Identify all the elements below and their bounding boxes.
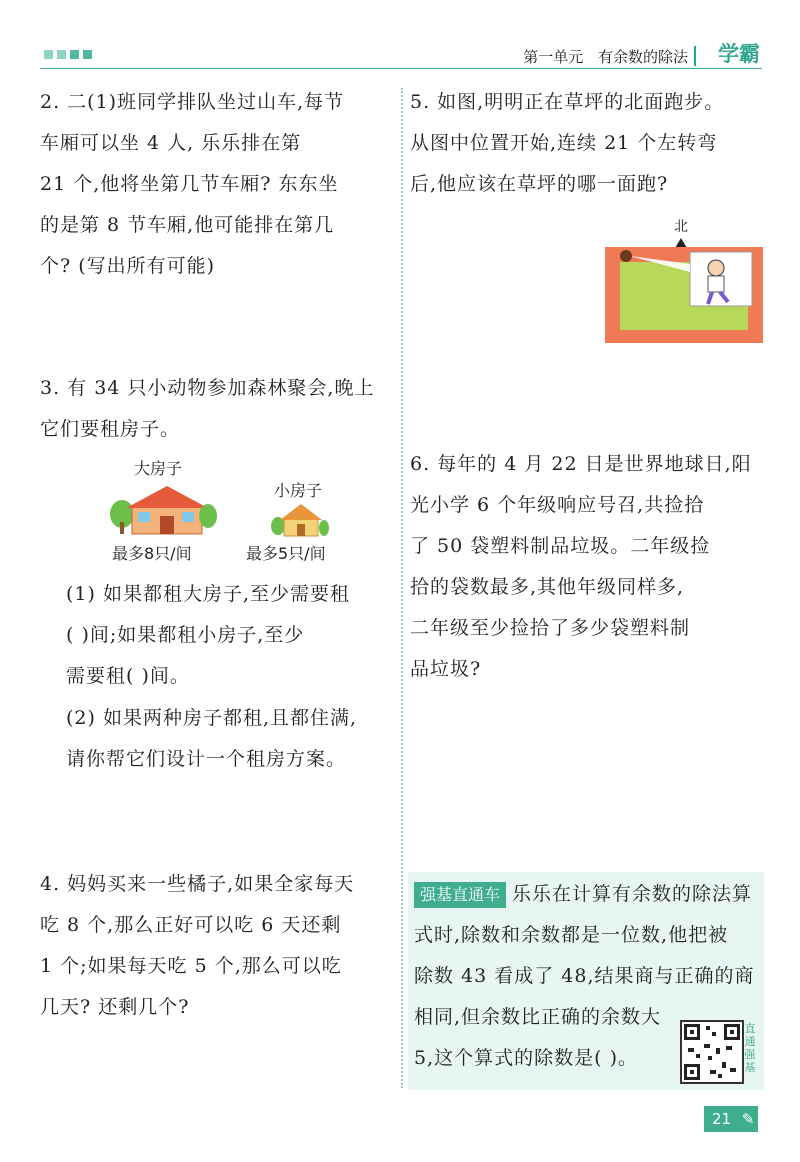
big-house-illustration (108, 484, 218, 536)
question-3-part-2 (66, 698, 357, 780)
q2-line: 的是第 8 节车厢,他可能排在第几 (40, 214, 335, 236)
qianji-line: 相同,但余数比正确的余数大 (414, 1006, 662, 1028)
q6-line: 拾的袋数最多,其他年级同样多, (410, 576, 685, 598)
q4-line: 几天? 还剩几个? (40, 996, 190, 1018)
header-separator (694, 46, 696, 66)
lawn-figure (604, 246, 764, 344)
question-2 (40, 82, 344, 287)
north-indicator (674, 216, 688, 248)
q3-part2-line: 请你帮它们设计一个租房方案。 (66, 748, 347, 770)
q6-line: 了 50 袋塑料制品垃圾。二年级捡 (410, 535, 711, 557)
question-3 (40, 368, 374, 450)
small-house-illustration (270, 502, 330, 538)
small-house-label: 小房子 (274, 481, 323, 500)
q3-line: 它们要租房子。 (40, 418, 181, 440)
q2-line: 2. 二(1)班同学排队坐过山车,每节 (40, 91, 345, 113)
q6-line: 品垃圾? (410, 658, 482, 680)
qianji-tag: 强基直通车 (414, 882, 506, 908)
q5-line: 后,他应该在草坪的哪一面跑? (410, 173, 669, 195)
q6-line: 光小学 6 个年级响应号召,共捡拾 (410, 494, 705, 516)
q2-line: 车厢可以坐 4 人, 乐乐排在第 (40, 132, 302, 154)
big-house-label: 大房子 (134, 459, 183, 478)
qr-side-label: 直通强基 (744, 1022, 756, 1074)
qianji-line: 5,这个算式的除数是( )。 (414, 1047, 638, 1069)
q2-line: 21 个,他将坐第几节车厢? 东东坐 (40, 173, 339, 195)
q2-line: 个? (写出所有可能) (40, 255, 216, 277)
header-decoration (44, 50, 92, 59)
question-6 (410, 444, 752, 690)
question-4 (40, 864, 354, 1028)
q4-line: 1 个;如果每天吃 5 个,那么可以吃 (40, 955, 342, 977)
section-label: 有余数的除法 (597, 48, 688, 66)
qianji-line: 除数 43 看成了 48,结果商与正确的商 (414, 965, 755, 987)
q5-line: 5. 如图,明明正在草坪的北面跑步。 (410, 91, 725, 113)
qianji-line: 乐乐在计算有余数的除法算 (512, 883, 753, 905)
page-number (704, 1106, 758, 1132)
pencil-icon: ✎ (741, 1110, 755, 1128)
page-number-text: 21 (712, 1110, 732, 1128)
header-title (513, 46, 688, 67)
q6-line: 6. 每年的 4 月 22 日是世界地球日,阳 (410, 453, 752, 475)
unit-label: 第一单元 (523, 48, 584, 66)
qianji-line: 式时,除数和余数都是一位数,他把被 (414, 924, 729, 946)
q5-line: 从图中位置开始,连续 21 个左转弯 (410, 132, 718, 154)
q3-part2-line: (2) 如果两种房子都租,且都住满, (66, 707, 358, 729)
small-house-capacity: 最多5只/间 (246, 544, 326, 563)
q3-line: 3. 有 34 只小动物参加森林聚会,晚上 (40, 377, 375, 399)
question-3-part-1 (66, 574, 350, 697)
header-rule (40, 68, 762, 69)
q3-part1-line: 需要租( )间。 (66, 665, 190, 687)
qianji-first-line (414, 874, 755, 915)
q6-line: 二年级至少捡拾了多少袋塑料制 (410, 617, 691, 639)
big-house-capacity: 最多8只/间 (112, 544, 192, 563)
q3-part1-line: (1) 如果都租大房子,至少需要租 (66, 583, 350, 605)
qr-pattern (682, 1022, 742, 1082)
column-divider (401, 88, 403, 1088)
question-5 (410, 82, 724, 205)
q4-line: 吃 8 个,那么正好可以吃 6 天还剩 (40, 914, 342, 936)
q4-line: 4. 妈妈买来一些橘子,如果全家每天 (40, 873, 355, 895)
brand-logo: 学霸 (718, 42, 760, 66)
north-label: 北 (674, 219, 688, 235)
q3-part1-line: ( )间;如果都租小房子,至少 (66, 624, 305, 646)
qr-code[interactable] (680, 1020, 744, 1084)
